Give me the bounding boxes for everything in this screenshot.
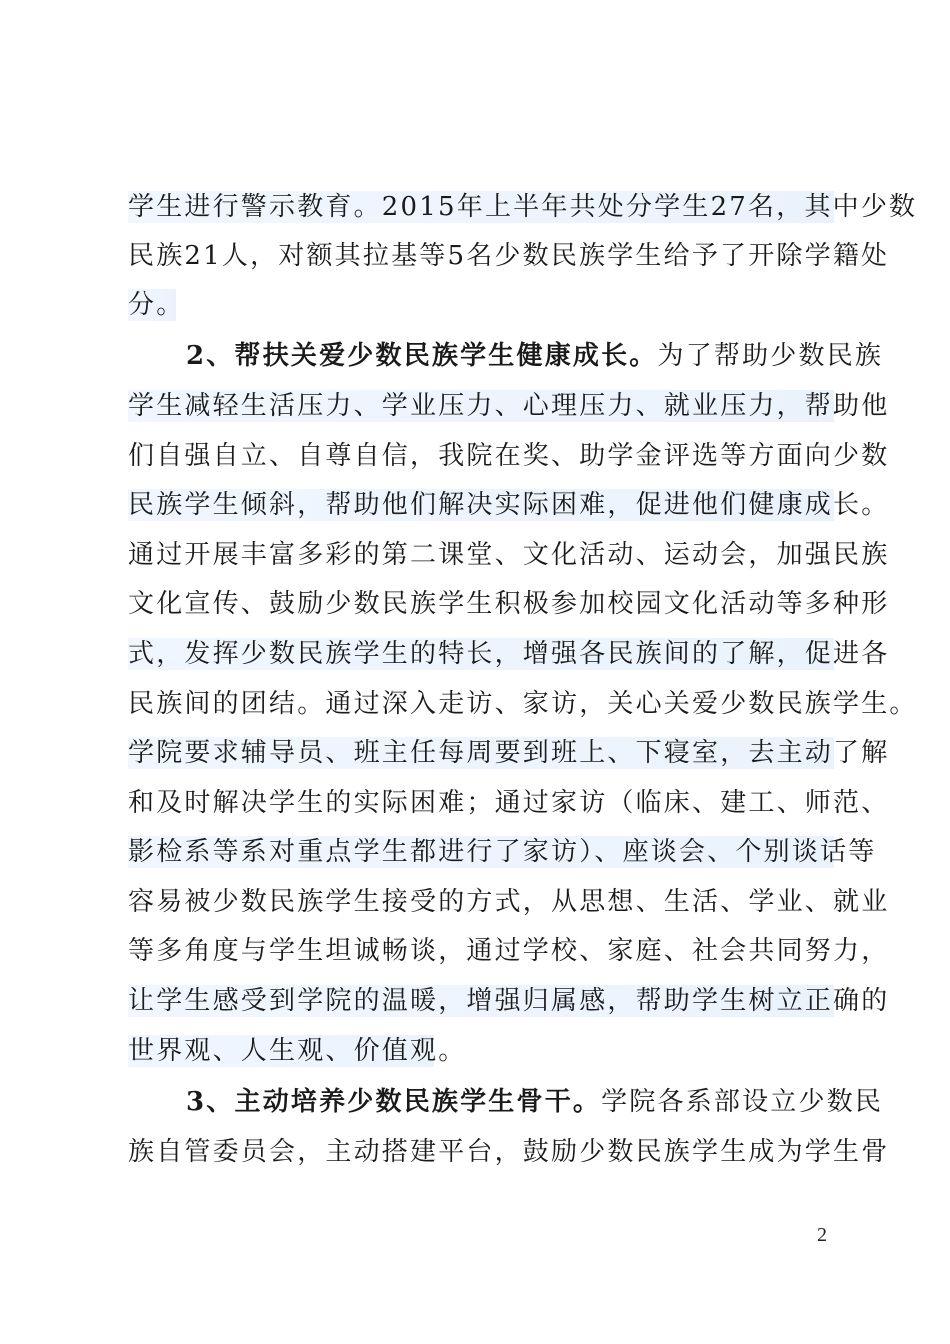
paragraph-2-heading: 2、帮扶关爱少数民族学生健康成长。 — [186, 341, 658, 371]
paragraph-3-first-line — [186, 1086, 884, 1118]
paragraph-2-line: 世界观、人生观、价值观。 — [128, 1036, 467, 1066]
paragraph-2-line: 学院要求辅导员、班主任每周要到班上、下寝室，去主动了解 — [128, 738, 890, 768]
paragraph-2-line: 等多角度与学生坦诚畅谈，通过学校、家庭、社会共同努力， — [128, 936, 890, 966]
paragraph-2-first-line — [186, 340, 884, 372]
paragraph-2-line: 文化宣传、鼓励少数民族学生积极参加校园文化活动等多种形 — [128, 589, 890, 619]
paragraph-2-line: 们自强自立、自尊自信，我院在奖、助学金评选等方面向少数 — [128, 441, 890, 471]
paragraph-3-first-line-text: 学院各系部设立少数民 — [601, 1087, 884, 1117]
paragraph-1-line-2: 民族21人，对额其拉基等5名少数民族学生给予了开除学籍处 — [128, 241, 890, 271]
paragraph-2-line: 容易被少数民族学生接受的方式，从思想、生活、学业、就业 — [128, 887, 890, 917]
page-number: 2 — [817, 1224, 827, 1246]
paragraph-3-line: 族自管委员会，主动搭建平台，鼓励少数民族学生成为学生骨 — [128, 1137, 890, 1167]
paragraph-2-line: 式，发挥少数民族学生的特长，增强各民族间的了解，促进各 — [128, 639, 890, 669]
paragraph-2-line: 民族间的团结。通过深入走访、家访，关心关爱少数民族学生。 — [128, 689, 918, 719]
paragraph-2-line: 影检系等系对重点学生都进行了家访）、座谈会、个别谈话等 — [128, 837, 877, 867]
paragraph-2-first-line-text: 为了帮助少数民族 — [657, 341, 884, 371]
paragraph-2-line: 学生减轻生活压力、学业压力、心理压力、就业压力，帮助他 — [128, 391, 890, 421]
paragraph-2-line: 通过开展丰富多彩的第二课堂、文化活动、运动会，加强民族 — [128, 540, 890, 570]
paragraph-2-line: 让学生感受到学院的温暖，增强归属感，帮助学生树立正确的 — [128, 986, 890, 1016]
paragraph-1-line-3: 分。 — [128, 290, 185, 320]
paragraph-3-heading: 3、主动培养少数民族学生骨干。 — [186, 1087, 602, 1117]
paragraph-1-line-1: 学生进行警示教育。2015年上半年共处分学生27名，其中少数 — [128, 192, 918, 222]
paragraph-2-line: 和及时解决学生的实际困难；通过家访（临床、建工、师范、 — [128, 788, 890, 818]
paragraph-2-line: 民族学生倾斜，帮助他们解决实际困难，促进他们健康成长。 — [128, 490, 890, 520]
